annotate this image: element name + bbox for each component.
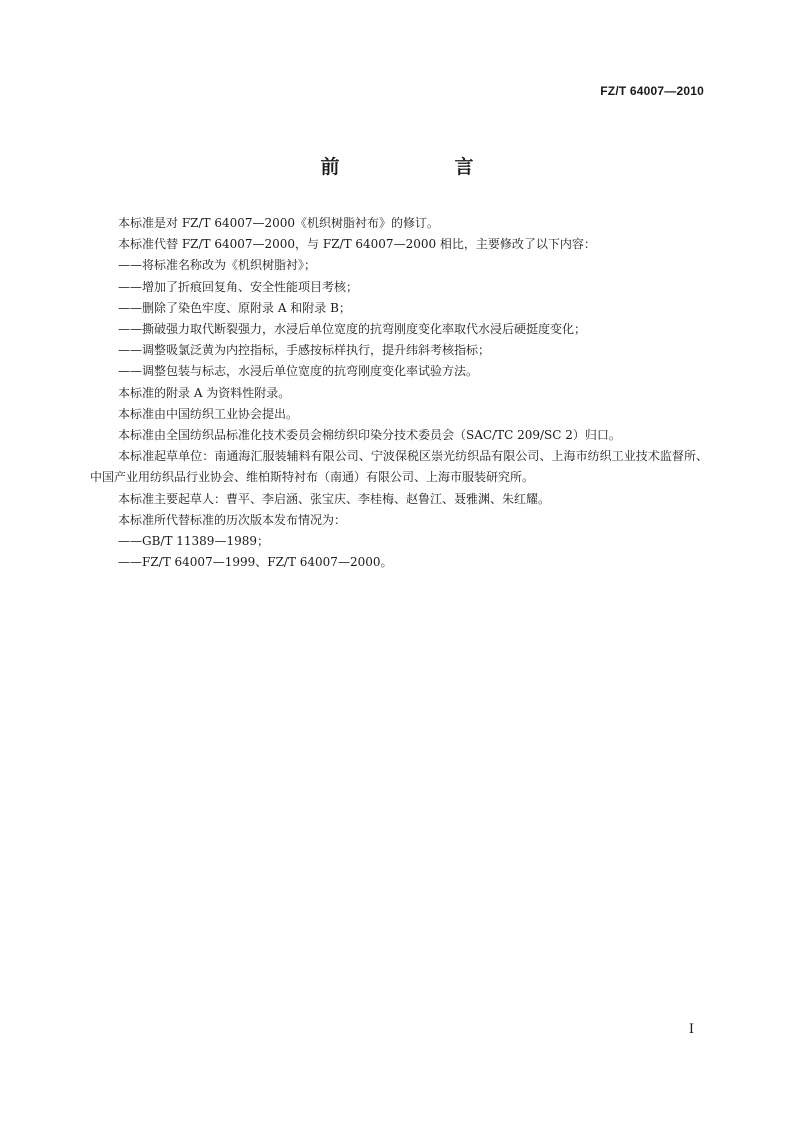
change-item: ——撕破强力取代断裂强力，水浸后单位宽度的抗弯刚度变化率取代水浸后硬挺度变化；: [118, 322, 587, 337]
history-item: ——GB/T 11389—1989；: [118, 534, 269, 549]
change-item: ——调整包装与标志，水浸后单位宽度的抗弯刚度变化率试验方法。: [118, 364, 479, 379]
history-item: ——FZ/T 64007—1999、FZ/T 64007—2000。: [118, 555, 393, 570]
change-item: ——调整吸氯泛黄为内控指标，手感按标样执行，提升纬斜考核指标；: [118, 343, 491, 358]
change-item: ——增加了折痕回复角、安全性能项目考核；: [118, 279, 359, 294]
page-number: I: [688, 1022, 694, 1037]
paragraph-committee: 本标准由全国纺织品标准化技术委员会棉纺织印染分技术委员会（SAC/TC 209/SC 2）归口。: [118, 428, 621, 443]
foreword-body: [90, 213, 708, 573]
paragraph-drafters: 本标准主要起草人：曹平、李启涵、张宝庆、李桂梅、赵鲁江、聂雅渊、朱红耀。: [118, 491, 551, 506]
change-item: ——删除了染色牢度、原附录 A 和附录 B；: [118, 300, 351, 315]
paragraph-appendix: 本标准的附录 A 为资料性附录。: [118, 385, 291, 400]
paragraph-replaces: 本标准代替 FZ/T 64007—2000，与 FZ/T 64007—2000 相比，主要修改了以下内容：: [118, 237, 596, 252]
change-item: ——将标准名称改为《机织树脂衬》；: [118, 258, 317, 273]
paragraph-revision: 本标准是对 FZ/T 64007—2000《机织树脂衬布》的修订。: [118, 216, 440, 230]
paragraph-proposer: 本标准由中国纺织工业协会提出。: [118, 406, 299, 421]
page-title: 前 言: [320, 156, 522, 178]
paragraph-history: 本标准所代替标准的历次版本发布情况为：: [118, 512, 347, 527]
paragraph-drafting-units: 本标准起草单位：南通海汇服装辅料有限公司、宁波保税区崇光纺织品有限公司、上海市纺织工业技术监督所、中国产业用纺织品行业协会、维柏斯特衬布（南通）有限公司、上海市服装研究所。: [90, 449, 708, 485]
standard-code: FZ/T 64007—2010: [600, 84, 704, 98]
